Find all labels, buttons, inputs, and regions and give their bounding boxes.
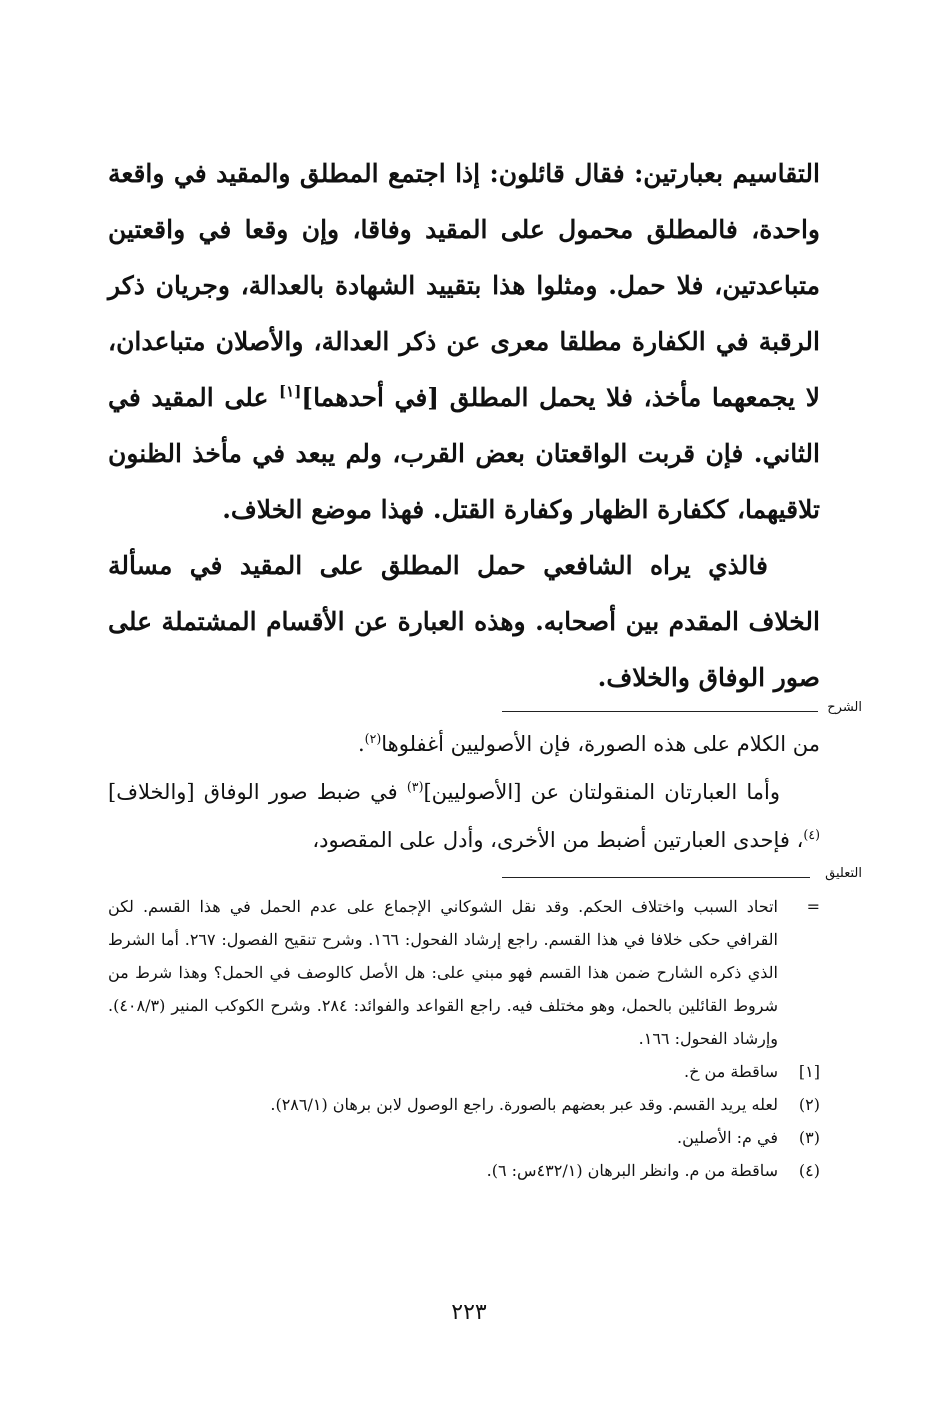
sharh-label: الشرح (827, 700, 862, 715)
footnote-text: ساقطة من م. وانظر البرهان (٤٣٢/١س: ٦). (486, 1161, 778, 1180)
sharh-paragraph-2: وأما العبارتان المنقولتان عن [الأصوليين]$^{(٣)}$ في ضبط صور الوفاق [والخلاف]$^{(٤)}$، فإحدى العبارتين أضبط من الأخرى، وأدل على المقصود، (108, 779, 820, 852)
footnote-ref-2: (٢) (364, 731, 382, 746)
footnote-item (108, 1154, 820, 1187)
footnote-ref-3: (٣) (406, 779, 424, 794)
footnote-item (108, 1121, 820, 1154)
taliq-divider (502, 866, 862, 888)
main-paragraph-1: التقاسيم بعبارتين: فقال قائلون: إذا اجتمع المطلق والمقيد في واقعة واحدة، فالمطلق محمول على المقيد وفاقا، وإن وقعا في واقعتين متباعدتين، فلا حمل. ومثلوا هذا بتقييد الشهادة بالعدالة، وجريان ذكر الرقبة في الكفارة مطلقا معرى عن ذكر العدالة، والأصلان متباعدان، لا يجمعهما مأخذ، فلا يحمل المطلق [في أحدهما][١] على المقيد في الثاني. فإن قربت الواقعتان بعض القرب، ولم يبعد في مأخذ الظنون تلاقيهما، ككفارة الظهار وكفارة القتل. فهذا موضع الخلاف. (108, 159, 821, 524)
footnote-continuation (108, 890, 820, 1055)
footnote-text: لعله يريد القسم. وقد عبر بعضهم بالصورة. راجع الوصول لابن برهان (٢٨٦/١). (270, 1095, 778, 1114)
footnote-number: (٤) (798, 1161, 820, 1180)
taliq-label: التعليق (825, 866, 862, 881)
footnote-text: في م: الأصلين. (677, 1128, 778, 1147)
footnote-ref-1: [١] (279, 382, 302, 401)
footnote-number: [١] (798, 1062, 820, 1081)
main-paragraph-2: فالذي يراه الشافعي حمل المطلق على المقيد في مسألة الخلاف المقدم بين أصحابه. وهذه العبارة عن الأقسام المشتملة على صور الوفاق والخلاف. (108, 551, 820, 692)
sharh-section (108, 720, 820, 864)
sharh-rule (502, 711, 818, 712)
footnote-ref-4: (٤) (803, 827, 820, 842)
sharh-divider (502, 700, 862, 722)
footnote-item (108, 1055, 820, 1088)
taliq-section (108, 890, 820, 1187)
page-number: ٢٢٣ (451, 1300, 487, 1325)
continuation-text: اتحاد السبب واختلاف الحكم. وقد نقل الشوكاني الإجماع على عدم الحمل في هذا القسم. لكن القرافي حكى خلافا في هذا القسم. راجع إرشاد الفحول: ١٦٦. وشرح تنقيح الفصول: ٢٦٧. أما الشرط الذي ذكره الشارح ضمن هذا القسم فهو مبني على: هل الأصل كالوصف في الحمل؟ وهذا شرط من شروط القائلين بالحمل، وهو مختلف فيه. راجع القواعد والفوائد: ٢٨٤. وشرح الكوكب المنير (٤٠٨/٣). وإرشاد الفحول: ١٦٦. (108, 897, 779, 1048)
taliq-rule (502, 877, 810, 878)
footnote-text: ساقطة من خ. (684, 1062, 778, 1081)
continuation-mark: = (806, 897, 820, 916)
sharh-line-1: من الكلام على هذه الصورة، فإن الأصوليين أغفلوها$^{(٢)}$. (357, 731, 820, 756)
footnote-number: (٢) (798, 1095, 820, 1114)
footnote-item (108, 1088, 820, 1121)
footnote-number: (٣) (798, 1128, 820, 1147)
main-text (108, 146, 820, 706)
